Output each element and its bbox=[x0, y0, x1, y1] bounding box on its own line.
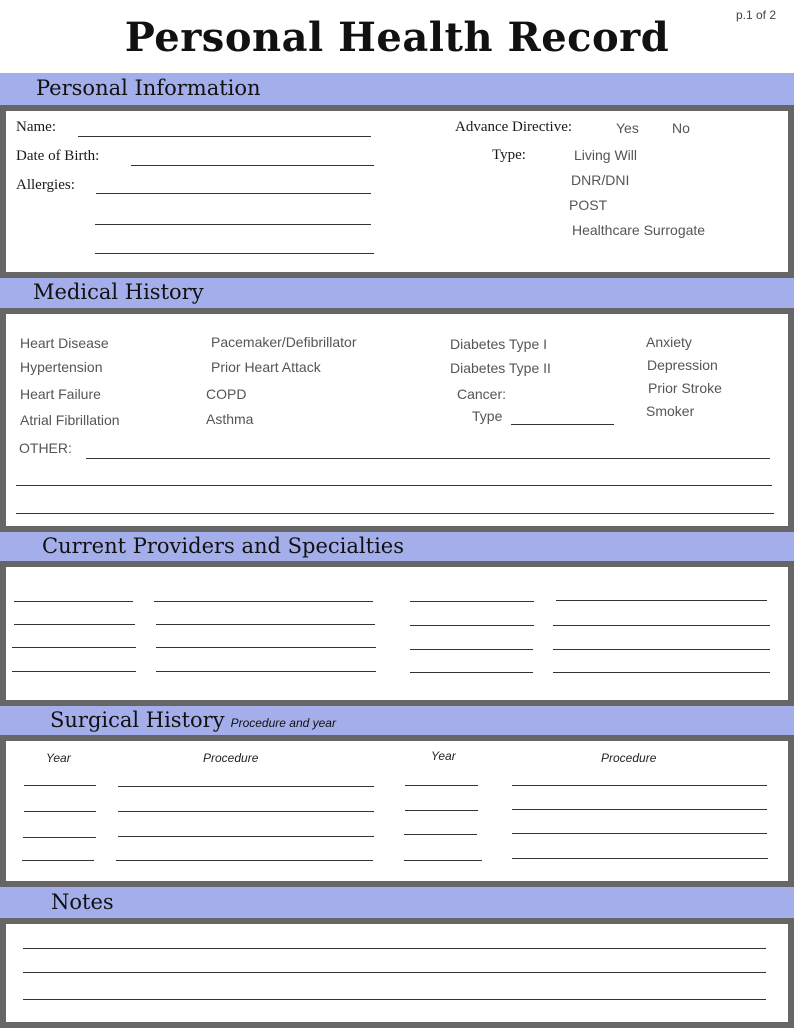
providers-panel bbox=[6, 567, 788, 700]
medical-history-heading: Medical History bbox=[33, 280, 204, 304]
personal-info-section bbox=[0, 105, 794, 278]
personal-info-header bbox=[0, 73, 794, 105]
condition-diabetes-type-1[interactable]: Diabetes Type I bbox=[450, 336, 548, 352]
type-dnr-dni[interactable]: DNR/DNI bbox=[571, 172, 630, 188]
providers-heading: Current Providers and Specialties bbox=[42, 534, 404, 558]
type-living-will[interactable]: Living Will bbox=[574, 147, 638, 163]
allergies-field-1[interactable] bbox=[96, 193, 371, 194]
surgery-procedure-field[interactable] bbox=[118, 836, 374, 837]
medical-history-header bbox=[0, 278, 794, 308]
condition-cancer[interactable]: Cancer: bbox=[457, 386, 507, 402]
name-label: Name: bbox=[16, 119, 56, 135]
surgery-year-field[interactable] bbox=[24, 811, 96, 812]
provider-specialty-field[interactable] bbox=[553, 649, 770, 650]
notes-panel bbox=[6, 924, 788, 1022]
provider-name-field[interactable] bbox=[410, 625, 534, 626]
condition-prior-heart-attack[interactable]: Prior Heart Attack bbox=[211, 359, 321, 375]
cancer-type-field[interactable] bbox=[511, 424, 614, 425]
other-label: OTHER: bbox=[19, 440, 72, 456]
surgical-history-heading bbox=[50, 708, 336, 732]
condition-heart-disease[interactable]: Heart Disease bbox=[20, 335, 109, 351]
personal-info-panel bbox=[6, 111, 788, 272]
providers-header bbox=[0, 532, 794, 561]
condition-prior-stroke[interactable]: Prior Stroke bbox=[648, 380, 722, 396]
surgery-procedure-field[interactable] bbox=[512, 785, 767, 786]
surgery-procedure-field[interactable] bbox=[116, 860, 373, 861]
notes-heading: Notes bbox=[51, 890, 114, 914]
personal-info-heading: Personal Information bbox=[36, 76, 261, 100]
condition-pacemaker[interactable]: Pacemaker/Defibrillator bbox=[211, 334, 357, 350]
surgery-procedure-field[interactable] bbox=[512, 833, 767, 834]
surgery-year-field[interactable] bbox=[23, 837, 96, 838]
surgery-year-field[interactable] bbox=[22, 860, 94, 861]
notes-line[interactable] bbox=[23, 948, 766, 949]
type-healthcare-surrogate[interactable]: Healthcare Surrogate bbox=[572, 222, 706, 238]
surgical-history-subheading: Procedure and year bbox=[230, 716, 336, 730]
surgical-history-section bbox=[0, 735, 794, 887]
condition-atrial-fibrillation[interactable]: Atrial Fibrillation bbox=[20, 412, 120, 428]
surgery-procedure-field[interactable] bbox=[512, 809, 767, 810]
surgery-year-field[interactable] bbox=[405, 785, 478, 786]
provider-specialty-field[interactable] bbox=[553, 672, 770, 673]
directive-type-label: Type: bbox=[492, 147, 526, 163]
page-title: Personal Health Record bbox=[124, 14, 670, 61]
surgical-history-panel bbox=[6, 741, 788, 881]
notes-section bbox=[0, 918, 794, 1028]
provider-specialty-field[interactable] bbox=[156, 671, 376, 672]
surgery-procedure-field[interactable] bbox=[118, 811, 374, 812]
condition-anxiety[interactable]: Anxiety bbox=[646, 334, 692, 350]
provider-name-field[interactable] bbox=[14, 624, 135, 625]
advance-directive-no[interactable]: No bbox=[672, 120, 690, 136]
provider-specialty-field[interactable] bbox=[553, 625, 770, 626]
provider-name-field[interactable] bbox=[410, 672, 533, 673]
provider-specialty-field[interactable] bbox=[556, 600, 767, 601]
condition-copd[interactable]: COPD bbox=[206, 386, 247, 402]
surgery-procedure-field[interactable] bbox=[512, 858, 768, 859]
medical-history-section bbox=[0, 308, 794, 532]
page-number: p.1 of 2 bbox=[735, 8, 776, 22]
type-post[interactable]: POST bbox=[569, 197, 608, 213]
providers-section bbox=[0, 561, 794, 706]
condition-hypertension[interactable]: Hypertension bbox=[20, 359, 103, 375]
other-field-2[interactable] bbox=[16, 485, 772, 486]
surgery-procedure-field[interactable] bbox=[118, 786, 374, 787]
condition-smoker[interactable]: Smoker bbox=[646, 403, 695, 419]
provider-name-field[interactable] bbox=[12, 671, 136, 672]
dob-field[interactable] bbox=[131, 165, 374, 166]
condition-diabetes-type-2[interactable]: Diabetes Type II bbox=[450, 360, 551, 376]
notes-line[interactable] bbox=[23, 972, 766, 973]
provider-specialty-field[interactable] bbox=[154, 601, 373, 602]
provider-name-field[interactable] bbox=[410, 649, 533, 650]
surgery-year-field[interactable] bbox=[405, 810, 478, 811]
condition-depression[interactable]: Depression bbox=[647, 357, 718, 373]
medical-history-panel bbox=[6, 314, 788, 526]
provider-name-field[interactable] bbox=[12, 647, 136, 648]
provider-specialty-field[interactable] bbox=[156, 624, 375, 625]
procedure-column-header-2: Procedure bbox=[601, 751, 657, 765]
notes-header bbox=[0, 887, 794, 918]
condition-asthma[interactable]: Asthma bbox=[206, 411, 254, 427]
notes-line[interactable] bbox=[23, 999, 766, 1000]
procedure-column-header: Procedure bbox=[203, 751, 259, 765]
other-field-1[interactable] bbox=[86, 458, 770, 459]
surgical-history-title: Surgical History bbox=[50, 708, 225, 732]
name-field[interactable] bbox=[78, 136, 371, 137]
condition-heart-failure[interactable]: Heart Failure bbox=[20, 386, 101, 402]
provider-name-field[interactable] bbox=[410, 601, 534, 602]
allergies-field-2[interactable] bbox=[95, 224, 371, 225]
cancer-type-label: Type bbox=[472, 408, 503, 424]
advance-directive-label: Advance Directive: bbox=[455, 119, 573, 135]
surgical-history-header bbox=[0, 706, 794, 735]
allergies-field-3[interactable] bbox=[95, 253, 374, 254]
provider-name-field[interactable] bbox=[14, 601, 133, 602]
dob-label: Date of Birth: bbox=[16, 148, 100, 164]
year-column-header-2: Year bbox=[431, 749, 456, 763]
other-field-3[interactable] bbox=[16, 513, 774, 514]
provider-specialty-field[interactable] bbox=[156, 647, 376, 648]
advance-directive-yes[interactable]: Yes bbox=[616, 120, 639, 136]
surgery-year-field[interactable] bbox=[404, 860, 482, 861]
surgery-year-field[interactable] bbox=[404, 834, 477, 835]
allergies-label: Allergies: bbox=[16, 177, 75, 193]
surgery-year-field[interactable] bbox=[24, 785, 96, 786]
year-column-header: Year bbox=[46, 751, 71, 765]
